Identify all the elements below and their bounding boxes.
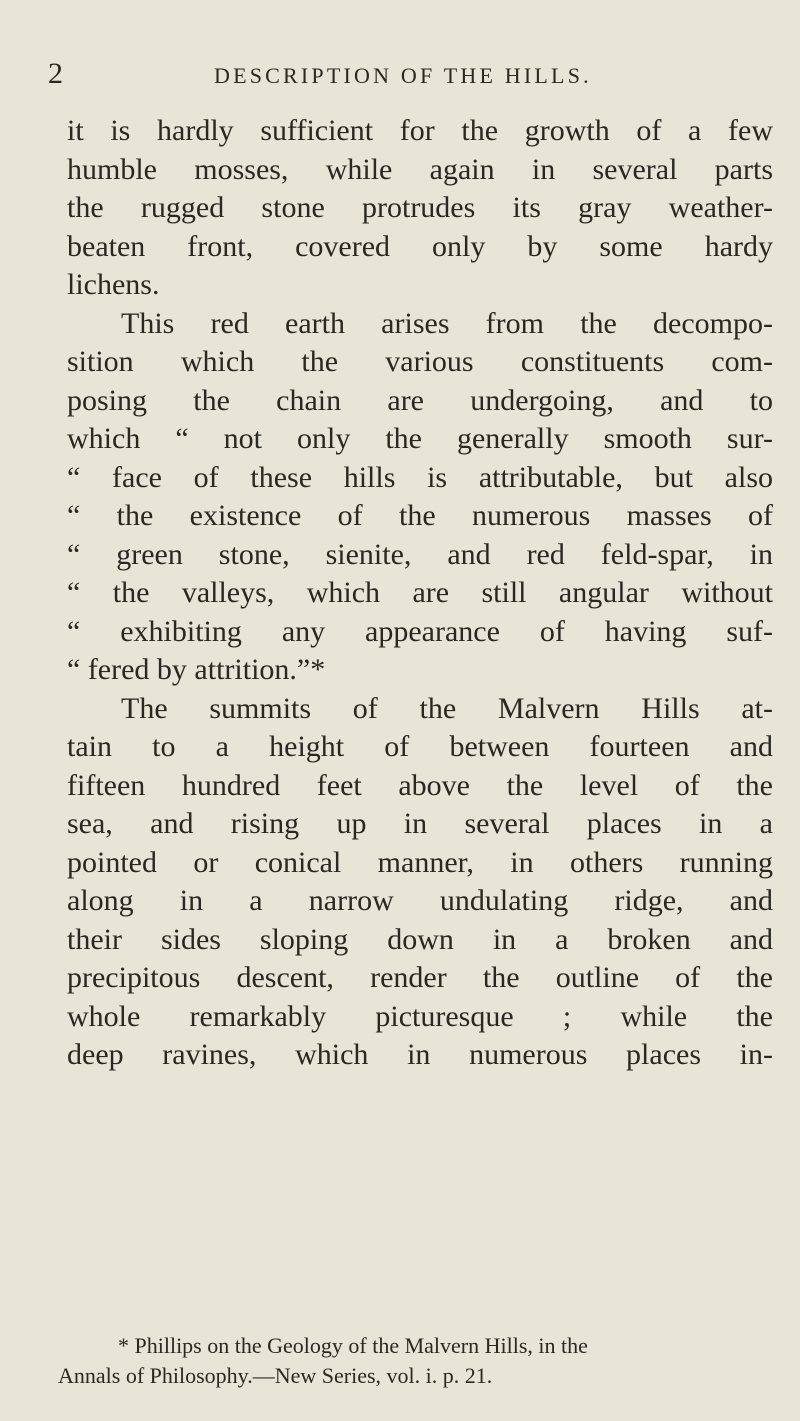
text-line: deep ravines, which in numerous places in- <box>67 1038 773 1071</box>
text-line: “ green stone, sienite, and red feld-spar, in <box>67 537 773 571</box>
text-line: “ face of these hills is attributable, but also <box>67 460 773 494</box>
text-line: whole remarkably picturesque ; while the <box>67 999 773 1033</box>
text-line: “ the valleys, which are still angular without <box>67 576 773 609</box>
paragraph-start-line: This red earth arises from the decompo- <box>121 306 773 340</box>
text-line: lichens. <box>67 268 160 301</box>
paragraph-start-line: The summits of the Malvern Hills at- <box>121 691 773 725</box>
text-line: their sides sloping down in a broken and <box>67 922 773 956</box>
running-head <box>48 56 760 92</box>
page-number: 2 <box>48 57 63 90</box>
text-line: “ exhibiting any appearance of having suf- <box>67 614 773 648</box>
text-line: humble mosses, while again in several parts <box>67 152 773 186</box>
text-line: posing the chain are undergoing, and to <box>67 383 773 417</box>
footnote-line: * Phillips on the Geology of the Malvern Hills, in the <box>118 1333 588 1358</box>
body-text <box>67 112 773 1075</box>
text-line: along in a narrow undulating ridge, and <box>67 884 773 917</box>
text-line: it is hardly sufficient for the growth of a few <box>67 114 773 147</box>
text-line: “ the existence of the numerous masses of <box>67 499 773 532</box>
text-line: sea, and rising up in several places in a <box>67 807 773 840</box>
running-title: DESCRIPTION OF THE HILLS. <box>214 63 592 88</box>
text-line: which “ not only the generally smooth sur- <box>67 422 773 455</box>
text-line: the rugged stone protrudes its gray weather- <box>67 191 773 224</box>
text-line: pointed or conical manner, in others running <box>67 845 773 879</box>
text-line: precipitous descent, render the outline of the <box>67 961 773 994</box>
footnote-line: Annals of Philosophy.—New Series, vol. i. p. 21. <box>58 1363 493 1388</box>
footnote <box>58 1331 770 1391</box>
text-line: sition which the various constituents com- <box>67 345 773 378</box>
text-line: fifteen hundred feet above the level of the <box>67 768 773 802</box>
text-line: beaten front, covered only by some hardy <box>67 229 773 263</box>
text-line: tain to a height of between fourteen and <box>67 730 773 763</box>
text-line: “ fered by attrition.”* <box>67 653 326 686</box>
